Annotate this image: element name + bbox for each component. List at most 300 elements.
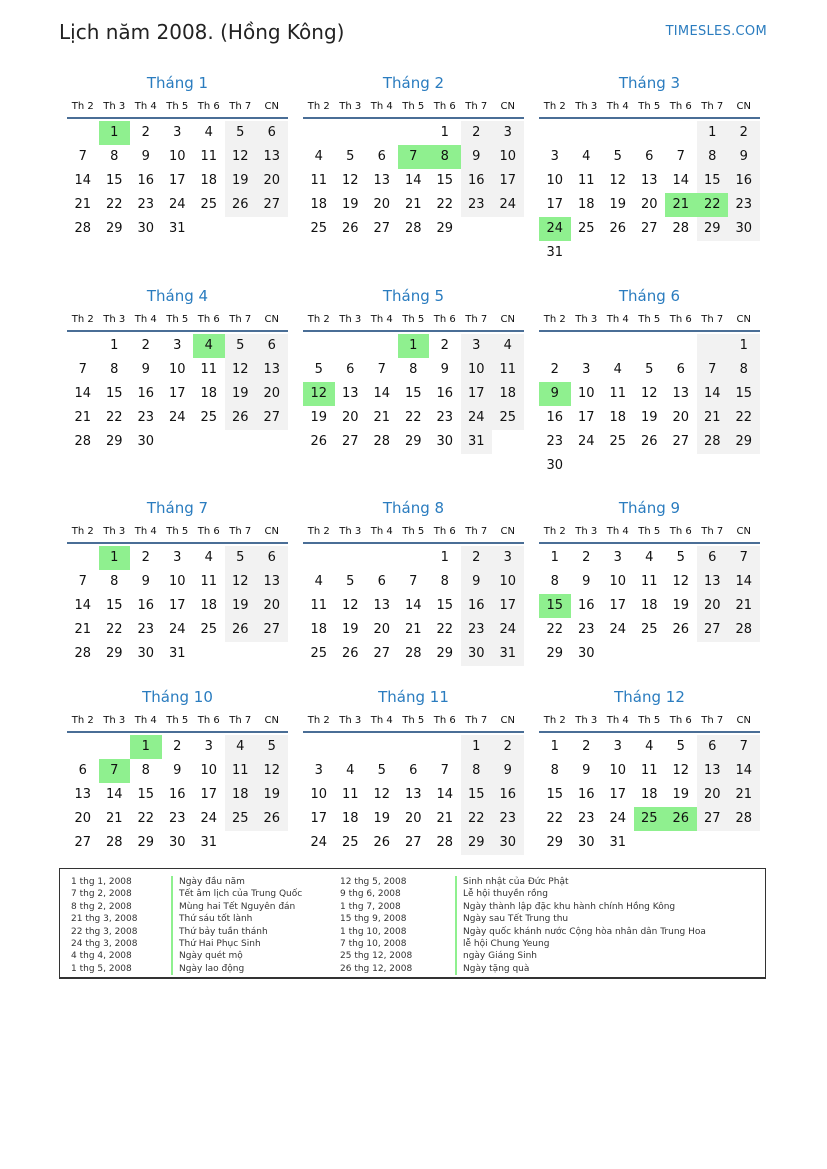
day-cell[interactable]: 30 [168,835,186,850]
day-cell[interactable]: 14 [74,173,92,188]
day-cell[interactable]: 20 [256,382,288,406]
day-cell[interactable]: 15 [697,169,729,193]
day-cell[interactable]: 23 [577,811,595,826]
day-cell[interactable]: 31 [546,245,564,260]
day-cell[interactable]: 9 [461,145,493,169]
site-link[interactable]: TIMESLES.COM [665,24,767,39]
day-cell[interactable]: 6 [676,362,685,377]
day-cell[interactable]: 13 [341,386,359,401]
day-cell[interactable]: 6 [256,334,288,358]
day-cell[interactable]: 27 [373,646,391,661]
day-cell[interactable]: 9 [141,149,150,164]
holiday-day-cell[interactable]: 12 [303,382,335,406]
day-cell[interactable]: 4 [346,763,355,778]
day-cell[interactable]: 1 [697,121,729,145]
day-cell[interactable]: 21 [404,622,422,637]
day-cell[interactable]: 25 [341,835,359,850]
day-cell[interactable]: 13 [256,145,288,169]
day-cell[interactable]: 15 [137,787,155,802]
day-cell[interactable]: 1 [440,550,449,565]
day-cell[interactable]: 16 [492,783,524,807]
day-cell[interactable]: 5 [645,362,654,377]
day-cell[interactable]: 16 [461,169,493,193]
day-cell[interactable]: 17 [310,811,328,826]
day-cell[interactable]: 13 [672,386,690,401]
day-cell[interactable]: 18 [341,811,359,826]
day-cell[interactable]: 25 [310,221,328,236]
day-cell[interactable]: 6 [377,149,386,164]
day-cell[interactable]: 8 [550,574,559,589]
holiday-day-cell[interactable]: 26 [665,807,697,831]
day-cell[interactable]: 18 [225,783,257,807]
day-cell[interactable]: 11 [310,598,328,613]
day-cell[interactable]: 18 [577,197,595,212]
day-cell[interactable]: 8 [550,763,559,778]
day-cell[interactable]: 6 [256,546,288,570]
day-cell[interactable]: 1 [550,739,559,754]
holiday-day-cell[interactable]: 9 [539,382,571,406]
holiday-day-cell[interactable]: 8 [429,145,461,169]
day-cell[interactable]: 1 [110,338,119,353]
day-cell[interactable]: 30 [137,646,155,661]
day-cell[interactable]: 23 [492,807,524,831]
day-cell[interactable]: 11 [577,173,595,188]
day-cell[interactable]: 15 [546,787,564,802]
day-cell[interactable]: 3 [173,550,182,565]
day-cell[interactable]: 15 [461,783,493,807]
day-cell[interactable]: 23 [728,193,760,217]
day-cell[interactable]: 30 [461,642,493,666]
day-cell[interactable]: 3 [613,739,622,754]
day-cell[interactable]: 19 [672,598,690,613]
day-cell[interactable]: 17 [546,197,564,212]
holiday-day-cell[interactable]: 1 [99,121,131,145]
day-cell[interactable]: 14 [373,386,391,401]
day-cell[interactable]: 31 [609,835,627,850]
day-cell[interactable]: 29 [105,221,123,236]
day-cell[interactable]: 22 [105,197,123,212]
day-cell[interactable]: 25 [225,807,257,831]
day-cell[interactable]: 8 [461,759,493,783]
day-cell[interactable]: 13 [697,759,729,783]
day-cell[interactable]: 10 [168,362,186,377]
day-cell[interactable]: 10 [310,787,328,802]
day-cell[interactable]: 16 [577,787,595,802]
day-cell[interactable]: 18 [310,622,328,637]
day-cell[interactable]: 27 [640,221,658,236]
day-cell[interactable]: 6 [256,121,288,145]
day-cell[interactable]: 12 [225,358,257,382]
day-cell[interactable]: 8 [440,574,449,589]
day-cell[interactable]: 25 [609,434,627,449]
day-cell[interactable]: 27 [74,835,92,850]
day-cell[interactable]: 15 [404,386,422,401]
day-cell[interactable]: 24 [577,434,595,449]
day-cell[interactable]: 1 [728,334,760,358]
day-cell[interactable]: 28 [436,835,454,850]
day-cell[interactable]: 24 [168,622,186,637]
day-cell[interactable]: 29 [461,831,493,855]
day-cell[interactable]: 13 [404,787,422,802]
day-cell[interactable]: 8 [728,358,760,382]
day-cell[interactable]: 18 [640,787,658,802]
day-cell[interactable]: 9 [728,145,760,169]
day-cell[interactable]: 3 [204,739,213,754]
day-cell[interactable]: 7 [78,574,87,589]
day-cell[interactable]: 8 [697,145,729,169]
day-cell[interactable]: 28 [74,434,92,449]
day-cell[interactable]: 12 [672,574,690,589]
day-cell[interactable]: 27 [256,406,288,430]
day-cell[interactable]: 8 [409,362,418,377]
day-cell[interactable]: 2 [173,739,182,754]
day-cell[interactable]: 4 [613,362,622,377]
day-cell[interactable]: 14 [74,386,92,401]
day-cell[interactable]: 7 [676,149,685,164]
day-cell[interactable]: 27 [256,193,288,217]
day-cell[interactable]: 28 [404,646,422,661]
day-cell[interactable]: 12 [609,173,627,188]
day-cell[interactable]: 6 [78,763,87,778]
day-cell[interactable]: 26 [225,618,257,642]
day-cell[interactable]: 15 [105,598,123,613]
day-cell[interactable]: 28 [728,807,760,831]
holiday-day-cell[interactable]: 22 [697,193,729,217]
day-cell[interactable]: 20 [256,594,288,618]
day-cell[interactable]: 16 [728,169,760,193]
day-cell[interactable]: 1 [461,735,493,759]
day-cell[interactable]: 7 [728,735,760,759]
day-cell[interactable]: 5 [314,362,323,377]
day-cell[interactable]: 29 [105,434,123,449]
day-cell[interactable]: 10 [168,574,186,589]
day-cell[interactable]: 7 [78,149,87,164]
day-cell[interactable]: 23 [461,618,493,642]
day-cell[interactable]: 31 [200,835,218,850]
day-cell[interactable]: 14 [105,787,123,802]
day-cell[interactable]: 9 [492,759,524,783]
day-cell[interactable]: 20 [640,197,658,212]
day-cell[interactable]: 14 [436,787,454,802]
day-cell[interactable]: 22 [105,622,123,637]
day-cell[interactable]: 24 [310,835,328,850]
day-cell[interactable]: 27 [341,434,359,449]
day-cell[interactable]: 6 [377,574,386,589]
day-cell[interactable]: 4 [204,125,213,140]
day-cell[interactable]: 20 [404,811,422,826]
day-cell[interactable]: 19 [225,169,257,193]
day-cell[interactable]: 21 [728,783,760,807]
day-cell[interactable]: 26 [341,646,359,661]
day-cell[interactable]: 17 [200,787,218,802]
day-cell[interactable]: 29 [137,835,155,850]
day-cell[interactable]: 3 [492,546,524,570]
day-cell[interactable]: 17 [168,386,186,401]
day-cell[interactable]: 22 [546,811,564,826]
day-cell[interactable]: 4 [204,550,213,565]
day-cell[interactable]: 13 [256,358,288,382]
day-cell[interactable]: 13 [697,570,729,594]
day-cell[interactable]: 29 [436,646,454,661]
day-cell[interactable]: 6 [346,362,355,377]
day-cell[interactable]: 16 [137,386,155,401]
day-cell[interactable]: 19 [341,197,359,212]
day-cell[interactable]: 11 [225,759,257,783]
day-cell[interactable]: 8 [110,149,119,164]
day-cell[interactable]: 27 [404,835,422,850]
day-cell[interactable]: 7 [377,362,386,377]
day-cell[interactable]: 19 [310,410,328,425]
day-cell[interactable]: 28 [404,221,422,236]
day-cell[interactable]: 31 [168,221,186,236]
day-cell[interactable]: 3 [492,121,524,145]
day-cell[interactable]: 22 [105,410,123,425]
day-cell[interactable]: 20 [672,410,690,425]
day-cell[interactable]: 22 [404,410,422,425]
day-cell[interactable]: 26 [225,193,257,217]
day-cell[interactable]: 9 [582,763,591,778]
day-cell[interactable]: 19 [225,594,257,618]
day-cell[interactable]: 10 [492,570,524,594]
day-cell[interactable]: 17 [168,598,186,613]
day-cell[interactable]: 19 [640,410,658,425]
holiday-day-cell[interactable]: 1 [398,334,430,358]
day-cell[interactable]: 21 [105,811,123,826]
day-cell[interactable]: 25 [640,622,658,637]
day-cell[interactable]: 2 [550,362,559,377]
day-cell[interactable]: 5 [346,149,355,164]
day-cell[interactable]: 20 [373,197,391,212]
day-cell[interactable]: 14 [404,598,422,613]
day-cell[interactable]: 18 [492,382,524,406]
day-cell[interactable]: 9 [173,763,182,778]
day-cell[interactable]: 1 [440,125,449,140]
day-cell[interactable]: 5 [225,121,257,145]
day-cell[interactable]: 16 [577,598,595,613]
day-cell[interactable]: 17 [609,787,627,802]
day-cell[interactable]: 23 [577,622,595,637]
holiday-day-cell[interactable]: 1 [99,546,131,570]
day-cell[interactable]: 10 [609,574,627,589]
day-cell[interactable]: 11 [200,149,218,164]
holiday-day-cell[interactable]: 7 [99,759,131,783]
day-cell[interactable]: 2 [141,550,150,565]
holiday-day-cell[interactable]: 4 [193,334,225,358]
day-cell[interactable]: 5 [256,735,288,759]
holiday-day-cell[interactable]: 21 [665,193,697,217]
day-cell[interactable]: 26 [373,835,391,850]
day-cell[interactable]: 5 [676,739,685,754]
day-cell[interactable]: 12 [341,173,359,188]
day-cell[interactable]: 18 [609,410,627,425]
day-cell[interactable]: 29 [546,835,564,850]
day-cell[interactable]: 24 [200,811,218,826]
day-cell[interactable]: 2 [582,550,591,565]
day-cell[interactable]: 8 [141,763,150,778]
day-cell[interactable]: 23 [137,197,155,212]
day-cell[interactable]: 20 [74,811,92,826]
day-cell[interactable]: 28 [728,618,760,642]
day-cell[interactable]: 2 [582,739,591,754]
day-cell[interactable]: 10 [546,173,564,188]
day-cell[interactable]: 17 [461,382,493,406]
day-cell[interactable]: 7 [697,358,729,382]
day-cell[interactable]: 30 [436,434,454,449]
day-cell[interactable]: 30 [137,221,155,236]
day-cell[interactable]: 28 [697,430,729,454]
day-cell[interactable]: 23 [461,193,493,217]
day-cell[interactable]: 13 [373,173,391,188]
day-cell[interactable]: 19 [672,787,690,802]
day-cell[interactable]: 26 [341,221,359,236]
day-cell[interactable]: 3 [582,362,591,377]
day-cell[interactable]: 9 [141,362,150,377]
day-cell[interactable]: 2 [728,121,760,145]
day-cell[interactable]: 19 [256,783,288,807]
day-cell[interactable]: 10 [609,763,627,778]
day-cell[interactable]: 15 [105,173,123,188]
day-cell[interactable]: 29 [105,646,123,661]
day-cell[interactable]: 11 [310,173,328,188]
day-cell[interactable]: 30 [577,646,595,661]
day-cell[interactable]: 22 [436,197,454,212]
day-cell[interactable]: 14 [697,382,729,406]
day-cell[interactable]: 22 [436,622,454,637]
day-cell[interactable]: 3 [173,125,182,140]
day-cell[interactable]: 20 [697,783,729,807]
day-cell[interactable]: 17 [492,594,524,618]
day-cell[interactable]: 24 [492,618,524,642]
day-cell[interactable]: 4 [645,550,654,565]
day-cell[interactable]: 2 [492,735,524,759]
holiday-day-cell[interactable]: 24 [539,217,571,241]
day-cell[interactable]: 12 [640,386,658,401]
day-cell[interactable]: 25 [200,410,218,425]
day-cell[interactable]: 16 [137,598,155,613]
day-cell[interactable]: 29 [728,430,760,454]
day-cell[interactable]: 30 [137,434,155,449]
day-cell[interactable]: 5 [225,334,257,358]
holiday-day-cell[interactable]: 25 [634,807,666,831]
day-cell[interactable]: 24 [609,811,627,826]
day-cell[interactable]: 23 [546,434,564,449]
day-cell[interactable]: 24 [609,622,627,637]
day-cell[interactable]: 5 [377,763,386,778]
day-cell[interactable]: 18 [200,386,218,401]
holiday-day-cell[interactable]: 15 [539,594,571,618]
day-cell[interactable]: 12 [373,787,391,802]
day-cell[interactable]: 30 [728,217,760,241]
day-cell[interactable]: 14 [728,570,760,594]
day-cell[interactable]: 3 [613,550,622,565]
day-cell[interactable]: 27 [373,221,391,236]
day-cell[interactable]: 29 [436,221,454,236]
day-cell[interactable]: 3 [461,334,493,358]
day-cell[interactable]: 6 [697,735,729,759]
day-cell[interactable]: 14 [74,598,92,613]
day-cell[interactable]: 24 [168,197,186,212]
day-cell[interactable]: 19 [225,382,257,406]
day-cell[interactable]: 30 [492,831,524,855]
day-cell[interactable]: 27 [697,618,729,642]
day-cell[interactable]: 12 [341,598,359,613]
day-cell[interactable]: 23 [436,410,454,425]
day-cell[interactable]: 21 [728,594,760,618]
day-cell[interactable]: 12 [225,145,257,169]
day-cell[interactable]: 26 [609,221,627,236]
day-cell[interactable]: 20 [373,622,391,637]
day-cell[interactable]: 9 [440,362,449,377]
day-cell[interactable]: 11 [640,763,658,778]
day-cell[interactable]: 11 [200,574,218,589]
day-cell[interactable]: 12 [256,759,288,783]
day-cell[interactable]: 29 [546,646,564,661]
day-cell[interactable]: 2 [461,121,493,145]
day-cell[interactable]: 5 [676,550,685,565]
day-cell[interactable]: 1 [550,550,559,565]
holiday-day-cell[interactable]: 1 [130,735,162,759]
day-cell[interactable]: 14 [728,759,760,783]
day-cell[interactable]: 9 [141,574,150,589]
day-cell[interactable]: 9 [582,574,591,589]
day-cell[interactable]: 5 [225,546,257,570]
day-cell[interactable]: 19 [609,197,627,212]
day-cell[interactable]: 21 [697,406,729,430]
day-cell[interactable]: 27 [697,807,729,831]
day-cell[interactable]: 17 [168,173,186,188]
day-cell[interactable]: 26 [672,622,690,637]
day-cell[interactable]: 2 [141,125,150,140]
day-cell[interactable]: 2 [440,338,449,353]
day-cell[interactable]: 6 [645,149,654,164]
day-cell[interactable]: 4 [645,739,654,754]
day-cell[interactable]: 16 [137,173,155,188]
day-cell[interactable]: 21 [74,410,92,425]
day-cell[interactable]: 12 [672,763,690,778]
day-cell[interactable]: 19 [373,811,391,826]
day-cell[interactable]: 16 [168,787,186,802]
holiday-day-cell[interactable]: 7 [398,145,430,169]
day-cell[interactable]: 2 [461,546,493,570]
day-cell[interactable]: 4 [492,334,524,358]
day-cell[interactable]: 21 [404,197,422,212]
day-cell[interactable]: 28 [74,221,92,236]
day-cell[interactable]: 28 [672,221,690,236]
day-cell[interactable]: 25 [577,221,595,236]
day-cell[interactable]: 15 [105,386,123,401]
day-cell[interactable]: 22 [461,807,493,831]
day-cell[interactable]: 6 [409,763,418,778]
day-cell[interactable]: 15 [728,382,760,406]
day-cell[interactable]: 14 [404,173,422,188]
day-cell[interactable]: 3 [314,763,323,778]
day-cell[interactable]: 25 [200,622,218,637]
day-cell[interactable]: 5 [346,574,355,589]
day-cell[interactable]: 13 [74,787,92,802]
day-cell[interactable]: 10 [492,145,524,169]
day-cell[interactable]: 10 [577,386,595,401]
day-cell[interactable]: 4 [314,574,323,589]
day-cell[interactable]: 7 [409,574,418,589]
day-cell[interactable]: 13 [256,570,288,594]
day-cell[interactable]: 11 [341,787,359,802]
day-cell[interactable]: 24 [168,410,186,425]
day-cell[interactable]: 16 [546,410,564,425]
day-cell[interactable]: 20 [697,594,729,618]
day-cell[interactable]: 11 [200,362,218,377]
day-cell[interactable]: 16 [436,386,454,401]
day-cell[interactable]: 5 [613,149,622,164]
